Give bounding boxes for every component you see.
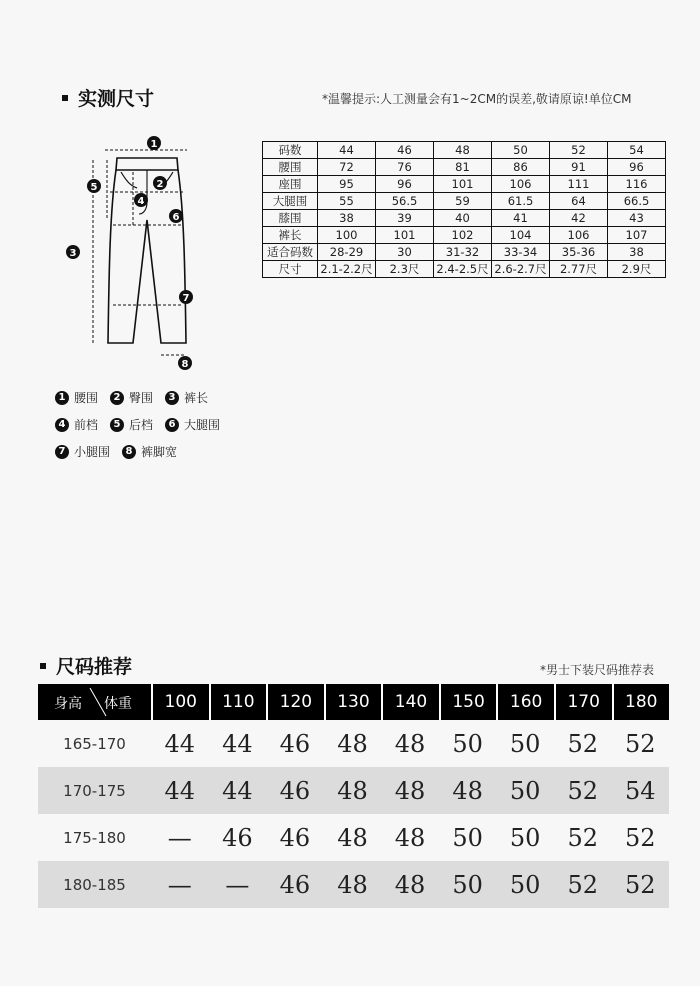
rec-size-cell: 52 <box>567 870 598 899</box>
measure-cell: 55 <box>318 193 376 210</box>
rec-size-cell: 52 <box>625 729 656 758</box>
rec-row <box>38 767 669 814</box>
recommend-title-text: 尺码推荐 <box>56 656 133 678</box>
measure-cell: 59 <box>434 193 492 210</box>
number-8-icon: 8 <box>122 445 136 459</box>
rec-size-cell: 52 <box>567 729 598 758</box>
measure-cell: 38 <box>608 244 666 261</box>
measure-cell: 40 <box>434 210 492 227</box>
measure-cell: 100 <box>318 227 376 244</box>
measure-cell: 66.5 <box>608 193 666 210</box>
measure-cell: 2.4-2.5尺 <box>434 261 492 278</box>
svg-text:6: 6 <box>172 212 180 223</box>
rec-header-row <box>38 684 669 720</box>
svg-text:2: 2 <box>156 179 164 190</box>
legend-row <box>55 411 232 438</box>
rec-size-cell: 50 <box>452 729 483 758</box>
recommend-section-title <box>40 652 132 679</box>
rec-size-cell: — <box>225 870 250 899</box>
diagram-marker-5 <box>87 179 101 193</box>
measure-cell: 64 <box>550 193 608 210</box>
measure-cell: 107 <box>608 227 666 244</box>
measure-title-text: 实测尺寸 <box>78 88 155 110</box>
rec-size-cell: 48 <box>337 870 368 899</box>
legend-item-hem <box>122 443 177 460</box>
rec-size-cell: 52 <box>567 823 598 852</box>
diagram-marker-1 <box>147 136 161 150</box>
number-3-icon: 3 <box>165 391 179 405</box>
rec-size-cell: 50 <box>452 823 483 852</box>
diagram-marker-7 <box>179 290 193 304</box>
svg-text:1: 1 <box>150 139 158 150</box>
measure-cell: 101 <box>376 227 434 244</box>
rec-corner-header <box>38 684 151 720</box>
measure-cell: 95 <box>318 176 376 193</box>
measure-row <box>263 159 666 176</box>
legend-label: 腰围 <box>74 391 99 405</box>
rec-height-cell: 180-185 <box>63 875 126 894</box>
measure-row-label: 膝围 <box>263 210 318 227</box>
measurement-legend <box>55 384 232 465</box>
measure-cell: 2.1-2.2尺 <box>318 261 376 278</box>
legend-label: 小腿围 <box>74 445 111 459</box>
measure-cell: 28-29 <box>318 244 376 261</box>
measure-row <box>263 261 666 278</box>
rec-weight-header: 150 <box>439 684 497 720</box>
measure-cell: 31-32 <box>434 244 492 261</box>
rec-size-cell: 48 <box>337 823 368 852</box>
measure-row-label: 码数 <box>263 142 318 159</box>
measure-cell: 106 <box>492 176 550 193</box>
measure-cell: 81 <box>434 159 492 176</box>
bullet-icon <box>40 663 46 669</box>
rec-size-cell: 46 <box>279 870 311 899</box>
rec-weight-header: 120 <box>266 684 324 720</box>
rec-size-cell: 50 <box>509 729 541 758</box>
rec-header-height: 身高 <box>54 696 82 712</box>
legend-label: 臀围 <box>129 391 154 405</box>
legend-item-hip <box>110 389 153 406</box>
rec-size-cell: 48 <box>394 776 426 805</box>
measure-cell: 2.77尺 <box>550 261 608 278</box>
measure-cell: 56.5 <box>376 193 434 210</box>
rec-size-cell: 48 <box>452 776 483 805</box>
svg-text:8: 8 <box>181 359 189 370</box>
measure-cell: 35-36 <box>550 244 608 261</box>
rec-size-cell: 44 <box>222 776 253 805</box>
rec-size-cell: 50 <box>509 870 541 899</box>
rec-row <box>38 814 669 861</box>
measure-cell: 86 <box>492 159 550 176</box>
measure-row-label: 腰围 <box>263 159 318 176</box>
pants-outline-icon <box>55 130 220 370</box>
measure-row-label: 大腿围 <box>263 193 318 210</box>
svg-text:7: 7 <box>182 293 190 304</box>
rec-size-cell: 44 <box>222 729 253 758</box>
rec-size-cell: 50 <box>509 823 541 852</box>
rec-size-cell: — <box>167 870 192 899</box>
measure-cell: 116 <box>608 176 666 193</box>
diagram-marker-8 <box>178 356 192 370</box>
measure-cell: 42 <box>550 210 608 227</box>
rec-size-cell: 48 <box>394 823 426 852</box>
rec-height-cell: 175-180 <box>63 828 126 847</box>
legend-label: 裤长 <box>184 391 209 405</box>
measure-row-label: 尺寸 <box>263 261 318 278</box>
measure-row <box>263 210 666 227</box>
measure-cell: 2.9尺 <box>608 261 666 278</box>
rec-weight-header: 140 <box>381 684 439 720</box>
rec-height-cell: 165-170 <box>63 734 126 753</box>
rec-size-cell: 52 <box>625 870 656 899</box>
measure-cell: 106 <box>550 227 608 244</box>
diagram-marker-2 <box>153 176 167 190</box>
measure-row <box>263 227 666 244</box>
rec-weight-header: 170 <box>554 684 612 720</box>
measure-cell: 50 <box>492 142 550 159</box>
measure-cell: 52 <box>550 142 608 159</box>
measure-row <box>263 176 666 193</box>
rec-size-cell: 50 <box>452 870 483 899</box>
measure-cell: 39 <box>376 210 434 227</box>
measure-cell: 91 <box>550 159 608 176</box>
measure-cell: 72 <box>318 159 376 176</box>
legend-item-thigh <box>165 416 220 433</box>
rec-row <box>38 720 669 767</box>
rec-size-cell: 44 <box>164 776 196 805</box>
measure-cell: 61.5 <box>492 193 550 210</box>
rec-size-cell: 44 <box>164 729 196 758</box>
rec-header-weight: 体重 <box>104 696 132 712</box>
legend-row <box>55 384 232 411</box>
number-1-icon: 1 <box>55 391 69 405</box>
recommend-note: *男士下装尺码推荐表 <box>540 663 655 677</box>
legend-row <box>55 438 232 465</box>
measure-cell: 96 <box>608 159 666 176</box>
measure-cell: 44 <box>318 142 376 159</box>
measure-row-label: 座围 <box>263 176 318 193</box>
measure-cell: 111 <box>550 176 608 193</box>
legend-item-back-rise <box>110 416 153 433</box>
pants-diagram <box>55 130 220 370</box>
measure-cell: 48 <box>434 142 492 159</box>
legend-label: 后档 <box>129 418 154 432</box>
rec-size-cell: 52 <box>625 823 656 852</box>
measure-cell: 102 <box>434 227 492 244</box>
svg-text:3: 3 <box>69 248 77 259</box>
rec-size-cell: 48 <box>394 870 426 899</box>
rec-size-cell: 46 <box>279 776 311 805</box>
rec-weight-header: 180 <box>612 684 670 720</box>
number-2-icon: 2 <box>110 391 124 405</box>
measure-cell: 41 <box>492 210 550 227</box>
number-5-icon: 5 <box>110 418 124 432</box>
rec-size-cell: 52 <box>567 776 598 805</box>
number-6-icon: 6 <box>165 418 179 432</box>
rec-weight-header: 110 <box>209 684 267 720</box>
measure-cell: 30 <box>376 244 434 261</box>
legend-item-front-rise <box>55 416 98 433</box>
rec-row <box>38 861 669 908</box>
measure-cell: 101 <box>434 176 492 193</box>
measure-cell: 54 <box>608 142 666 159</box>
rec-height-cell: 170-175 <box>63 781 126 800</box>
measure-cell: 76 <box>376 159 434 176</box>
measure-cell: 38 <box>318 210 376 227</box>
measurement-table <box>262 141 666 278</box>
measure-row <box>263 142 666 159</box>
rec-size-cell: 48 <box>394 729 426 758</box>
rec-size-cell: 46 <box>279 823 311 852</box>
measure-cell: 33-34 <box>492 244 550 261</box>
rec-size-cell: 46 <box>222 823 253 852</box>
legend-item-waist <box>55 389 98 406</box>
legend-item-calf <box>55 443 110 460</box>
bullet-icon <box>62 95 68 101</box>
legend-label: 裤脚宽 <box>141 445 178 459</box>
rec-size-cell: 54 <box>625 776 656 805</box>
rec-weight-header: 130 <box>324 684 382 720</box>
measure-cell: 2.6-2.7尺 <box>492 261 550 278</box>
number-4-icon: 4 <box>55 418 69 432</box>
rec-size-cell: 48 <box>337 729 368 758</box>
svg-text:4: 4 <box>137 196 145 207</box>
measure-note: *温馨提示:人工测量会有1~2CM的误差,敬请原谅!单位CM <box>322 92 632 106</box>
rec-size-cell: 46 <box>279 729 311 758</box>
rec-weight-header: 160 <box>496 684 554 720</box>
rec-size-cell: 48 <box>337 776 368 805</box>
number-7-icon: 7 <box>55 445 69 459</box>
size-recommendation-table <box>38 684 669 908</box>
measure-cell: 104 <box>492 227 550 244</box>
legend-label: 大腿围 <box>184 418 221 432</box>
measure-cell: 43 <box>608 210 666 227</box>
diagram-marker-6 <box>169 209 183 223</box>
legend-label: 前档 <box>74 418 99 432</box>
measure-section-title <box>62 84 154 111</box>
diagram-marker-4 <box>134 193 148 207</box>
measure-row-label: 适合码数 <box>263 244 318 261</box>
rec-size-cell: — <box>167 823 192 852</box>
measure-row <box>263 244 666 261</box>
measure-cell: 46 <box>376 142 434 159</box>
rec-weight-header: 100 <box>151 684 209 720</box>
measure-row <box>263 193 666 210</box>
measure-cell: 2.3尺 <box>376 261 434 278</box>
svg-text:5: 5 <box>90 182 98 193</box>
rec-size-cell: 50 <box>509 776 541 805</box>
measure-cell: 96 <box>376 176 434 193</box>
measure-row-label: 裤长 <box>263 227 318 244</box>
legend-item-length <box>165 389 208 406</box>
diagram-marker-3 <box>66 245 80 259</box>
